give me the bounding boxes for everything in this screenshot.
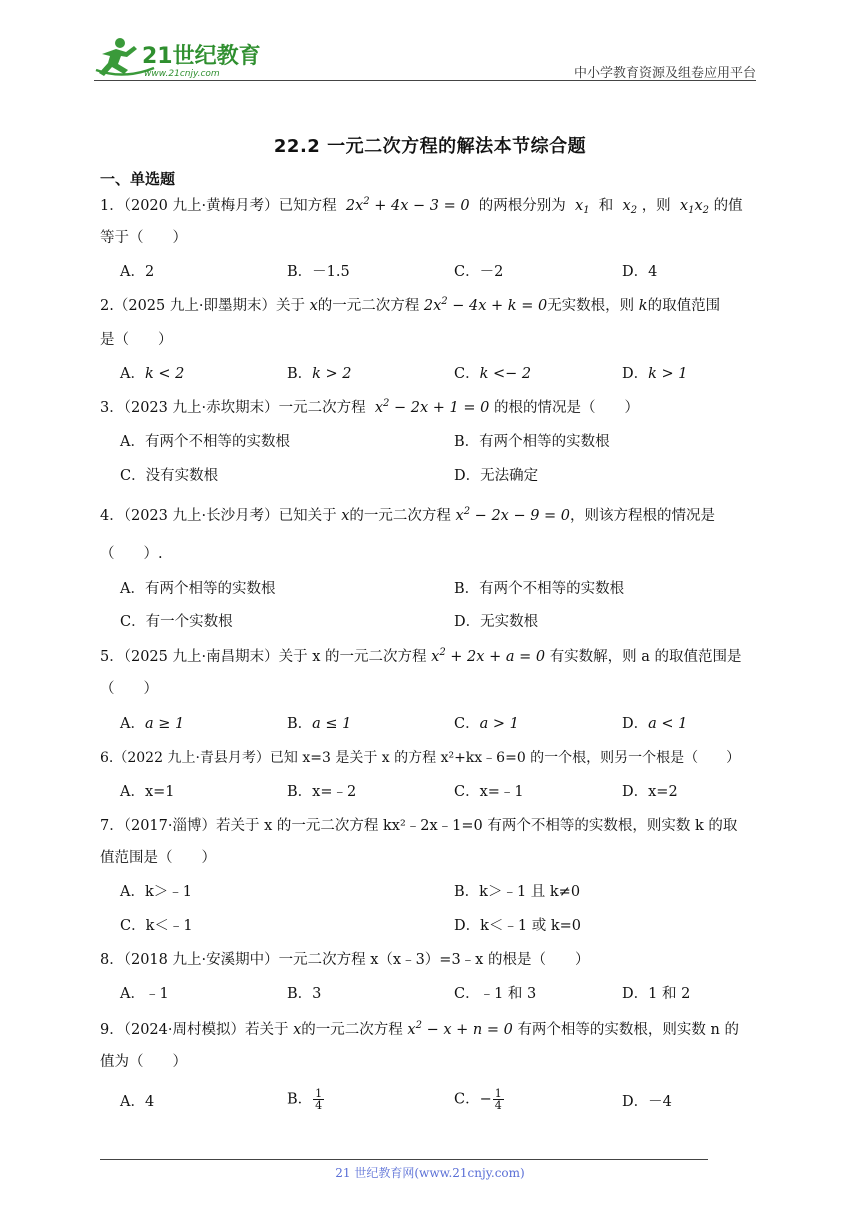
- question-6: 6.（2022 九上·青县月考）已知 x=3 是关于 x 的方程 x²+kx﹣6=0 的一个根，则另一个根是（ ）: [100, 750, 741, 766]
- q8-option-b[interactable]: B．3: [287, 986, 322, 1002]
- header-divider: [94, 80, 756, 81]
- question-7: 7．（2017·淄博）若关于 x 的一元二次方程 kx²﹣2x﹣1=0 有两个不相等的实数根，则实数 k 的取: [100, 818, 738, 834]
- q2-option-c[interactable]: C．k <− 2: [454, 366, 532, 382]
- question-9: 9．（2024·周村模拟）若关于 x的一元二次方程 $x^2 - x + n = 0$ 有两个相等的实数根，则实数 n 的: [100, 1020, 739, 1038]
- q1-option-a[interactable]: A．2: [120, 264, 155, 280]
- page-title: 22.2 一元二次方程的解法本节综合题: [273, 136, 587, 157]
- question-9-line2: 值为（ ）: [100, 1054, 187, 1070]
- q2-option-b[interactable]: B．k > 2: [287, 366, 352, 382]
- q8-option-d[interactable]: D．1 和 2: [622, 986, 691, 1002]
- question-1: 1．（2020 九上·黄梅月考）已知方程 $2x^2 + 4x - 3 = 0$ 的两根分别为 $x_1$ 和 $x_2$ ，则 $x_1x_2$ 的值: [100, 196, 743, 216]
- q2-option-d[interactable]: D．k > 1: [622, 366, 688, 382]
- q3-option-b[interactable]: B．有两个相等的实数根: [454, 434, 610, 450]
- footer-link[interactable]: 21 世纪教育网(www.21cnjy.com): [335, 1166, 525, 1180]
- q3-option-d[interactable]: D．无法确定: [454, 468, 539, 484]
- q8-option-a[interactable]: A．﹣1: [120, 986, 169, 1002]
- q1-option-b[interactable]: B．－1.5: [287, 264, 350, 280]
- q9-option-c[interactable]: C．− $\frac{1}{4}$: [454, 1087, 502, 1112]
- question-2-line2: 是（ ）: [100, 332, 173, 348]
- q6-option-a[interactable]: A．x=1: [120, 784, 175, 800]
- question-5: 5．（2025 九上·南昌期末）关于 x 的一元二次方程 $x^2 + 2x + a = 0$ 有实数解，则 a 的取值范围是: [100, 647, 742, 665]
- question-8: 8．（2018 九上·安溪期中）一元二次方程 x（x﹣3）=3﹣x 的根是（ ）: [100, 952, 590, 968]
- header-platform-text: 中小学教育资源及组卷应用平台: [573, 66, 756, 81]
- q1-option-d[interactable]: D．4: [622, 264, 658, 280]
- q9-option-b[interactable]: B． $\frac{1}{4}$: [287, 1087, 323, 1112]
- q3-option-c[interactable]: C．没有实数根: [120, 468, 219, 484]
- logo-text: 21世纪教育: [142, 44, 261, 69]
- q7-option-d[interactable]: D．k＜﹣1 或 k=0: [454, 918, 582, 934]
- question-1-line2: 等于（ ）: [100, 230, 187, 246]
- question-4: 4．（2023 九上·长沙月考）已知关于 x的一元二次方程 $x^2 - 2x - 9 = 0$，则该方程根的情况是: [100, 506, 716, 524]
- q4-option-b[interactable]: B．有两个不相等的实数根: [454, 581, 625, 597]
- question-4-line2: （ ）.: [100, 546, 163, 562]
- q8-option-c[interactable]: C．﹣1 和 3: [454, 986, 537, 1002]
- section-heading: 一、单选题: [100, 170, 176, 188]
- q7-option-c[interactable]: C．k＜﹣1: [120, 918, 193, 934]
- q4-option-a[interactable]: A．有两个相等的实数根: [120, 581, 276, 597]
- q2-option-a[interactable]: A．k < 2: [120, 366, 185, 382]
- q9-option-a[interactable]: A．4: [120, 1094, 155, 1110]
- q6-option-b[interactable]: B．x=﹣2: [287, 784, 357, 800]
- q3-option-a[interactable]: A．有两个不相等的实数根: [120, 434, 290, 450]
- logo: [94, 36, 264, 80]
- footer-divider: [100, 1159, 708, 1160]
- q6-option-c[interactable]: C．x=﹣1: [454, 784, 524, 800]
- q9-option-d[interactable]: D．－4: [622, 1094, 672, 1110]
- question-2: 2.（2025 九上·即墨期末）关于 x的一元二次方程 $2x^2 - 4x + k = 0$无实数根，则 k的取值范围: [100, 296, 721, 314]
- question-7-line2: 值范围是（ ）: [100, 850, 216, 866]
- q5-option-a[interactable]: A．a ≥ 1: [120, 716, 185, 732]
- logo-url: www.21cnjy.com: [144, 69, 220, 79]
- q4-option-d[interactable]: D．无实数根: [454, 614, 539, 630]
- q4-option-c[interactable]: C．有一个实数根: [120, 614, 233, 630]
- q5-option-b[interactable]: B．a ≤ 1: [287, 716, 352, 732]
- q7-option-a[interactable]: A．k＞﹣1: [120, 884, 192, 900]
- q6-option-d[interactable]: D．x=2: [622, 784, 678, 800]
- q5-option-d[interactable]: D．a < 1: [622, 716, 688, 732]
- q1-option-c[interactable]: C．－2: [454, 264, 504, 280]
- question-5-line2: （ ）: [100, 681, 158, 697]
- q5-option-c[interactable]: C．a > 1: [454, 716, 519, 732]
- q7-option-b[interactable]: B．k＞﹣1 且 k≠0: [454, 884, 581, 900]
- question-3: 3．（2023 九上·赤坎期末）一元二次方程 $x^2 - 2x + 1 = 0$ 的根的情况是（ ）: [100, 398, 639, 416]
